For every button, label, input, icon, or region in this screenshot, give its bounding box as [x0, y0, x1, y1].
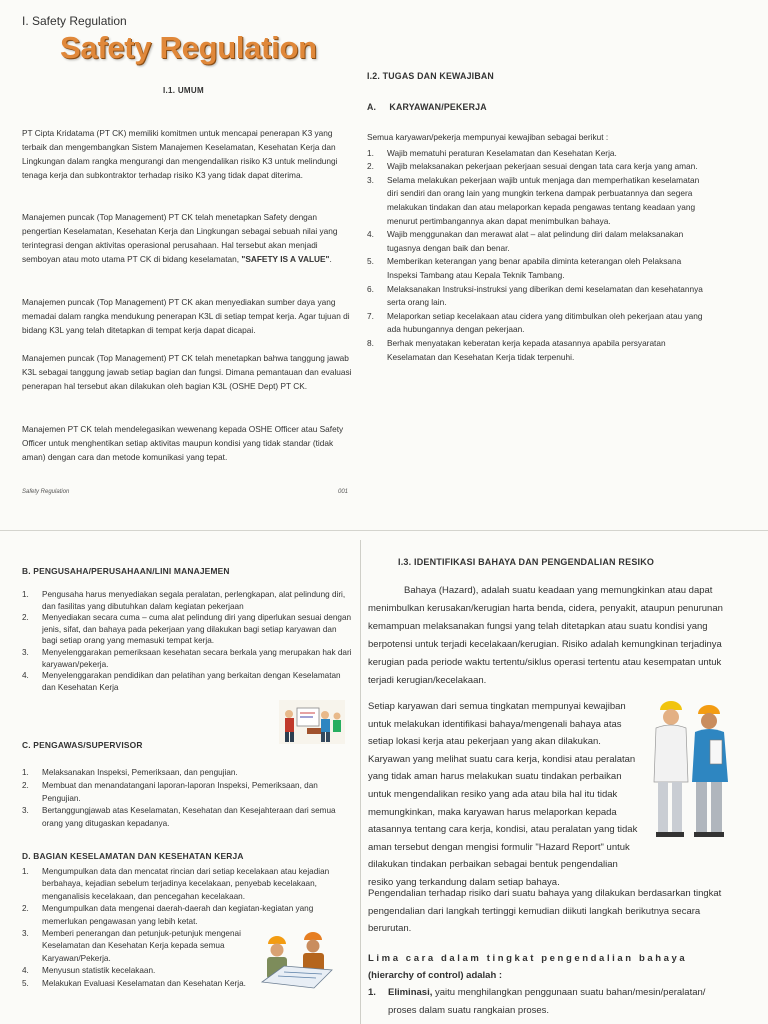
- list-item: [367, 174, 712, 228]
- k3-heading: D. BAGIAN KESELAMATAN DAN KESEHATAN KERJA: [22, 851, 244, 861]
- list-item: [22, 780, 352, 806]
- list-number: 3.: [367, 174, 374, 185]
- hierarchy-item-1: [368, 984, 734, 1020]
- identifikasi-heading: I.3. IDENTIFIKASI BAHAYA DAN PENGENDALIAN RESIKO: [398, 557, 655, 567]
- list-text: Menyediakan secara cuma – cuma alat pelindung diri yang diperlukan sesuai dengan jenis, sifat, dan bahaya pada pekerjaan yang dilakukan bagi setiap karyawan dan bagi setiap orang yang memasuki tempat kerja.: [42, 613, 352, 646]
- list-number: 6.: [367, 283, 374, 294]
- list-item: [367, 255, 712, 282]
- list-item: [22, 903, 352, 928]
- hierarchy-item-1-text: [388, 984, 734, 1020]
- list-item: [22, 978, 252, 990]
- list-number: 5.: [367, 256, 374, 267]
- umum-paragraph-3: Manajemen puncak (Top Management) PT CK akan menyediakan sumber daya yang memadai dalam rangka mendukung penerapan K3L di setiap tempat kerja. Agar tujuan di bidang K3L yang telah ditetapkan di tempat kerja dapat dicapai.: [22, 297, 350, 335]
- list-text: Wajib menggunakan dan merawat alat – alat pelindung diri dalam melaksanakan tugasnya dengan baik dan benar.: [387, 229, 684, 253]
- tugas-heading: I.2. TUGAS DAN KEWAJIBAN: [367, 71, 494, 81]
- list-text: Wajib melaksanakan pekerjaan pekerjaan sesuai dengan tata cara kerja yang aman.: [387, 161, 698, 172]
- list-item: [22, 670, 352, 693]
- list-number: 2.: [22, 780, 29, 790]
- umum-heading: I.1. UMUM: [163, 86, 204, 95]
- umum-paragraph-5: Manajemen PT CK telah mendelegasikan wewenang kepada OSHE Officer atau Safety Officer untuk menghentikan setiap aktivitas maupun kondisi yang tidak standar (tidak aman) dengan cara dan metode komunikasi yang tepat.: [22, 424, 344, 462]
- list-text: Berhak menyatakan keberatan kerja kepada atasannya apabila persyaratan Keselamatan dan Kesehatan Kerja tidak terpenuhi.: [387, 337, 666, 362]
- list-item: [22, 647, 352, 670]
- pengawas-list: [22, 767, 352, 831]
- list-text: Melaksanakan Instruksi-instruksi yang diberikan demi keselamatan dan kesehatannya serta orang lain.: [387, 283, 703, 308]
- list-number: 1.: [368, 987, 376, 998]
- page-divider-horizontal: [0, 530, 768, 531]
- list-number: 1.: [22, 590, 29, 599]
- umum-paragraph-4: Manajemen puncak (Top Management) PT CK telah menetapkan bahwa tanggung jawab K3L sebagai tanggung jawab setiap bagian dan fungsi. Dimana pemantauan dan evaluasi penerapan hal tersebut akan dilakukan oleh bagian K3L (OSHE Dept) PT CK.: [22, 353, 352, 391]
- list-item: [367, 337, 712, 364]
- karyawan-intro: [367, 131, 712, 145]
- list-number: 2.: [22, 904, 29, 914]
- list-text: Menyusun statistik kecelakaan.: [42, 966, 156, 976]
- list-text: Memberi penerangan dan petunjuk-petunjuk mengenai Keselamatan dan Kesehatan Kerja kepada semua Karyawan/Pekerja.: [42, 929, 241, 963]
- motto-text: "SAFETY IS A VALUE": [241, 254, 330, 264]
- list-text: Bertanggungjawab atas Keselamatan, Kesehatan dan Kesejahteraan dari semua orang yang ditugaskan kepadanya.: [42, 806, 336, 829]
- identifikasi-paragraph-1: Bahaya (Hazard), adalah suatu keadaan yang memungkinkan atau dapat menimbulkan kerusakan/kerugian harta benda, cidera, penyakit, ataupun penurunan kemampuan melaksanakan fungsi yang telah ditetapkan atau suatu kondisi yang berpotensi untuk terjadi kecelakaan/kerugian. Risiko adalah kemungkinan terjadinya kerugian pada periode waktu tertentu/siklus operasi tertentu atau kesempatan untuk terjadi kerugian/kecelakaan.: [368, 585, 723, 686]
- section-label: I. Safety Regulation: [22, 14, 127, 28]
- umum-paragraph-2: [22, 210, 352, 266]
- motto-period: .: [329, 254, 332, 264]
- identifikasi-paragraph-2: Setiap karyawan dari semua tingkatan mempunyai kewajiban untuk melakukan identifikasi bahaya/mengenali bahaya atas setiap lokasi kerja atau pekerjaan yang akan dilakukan. Karyawan yang melihat suatu cara kerja, kondisi atau peralatan yang tidak aman harus melakukan suatu tindakan perbaikan untuk mengendalikan resiko yang ada atau bila hal itu tidak memungkinkan, maka karyawan harus melaporkan kepada atasannya tentang cara kerja, kondisi, atau peralatan yang tidak aman tersebut dengan mengisi formulir "Hazard Report" untuk dilakukan tindakan perbaikan sebagai bentuk pengendalian resiko yang terkandung dalam setiap bahaya.: [368, 701, 638, 888]
- workers-blueprint-illustration: [254, 926, 342, 992]
- list-number: 2.: [22, 613, 29, 623]
- list-number: 8.: [367, 337, 374, 348]
- identifikasi-paragraph-4: Lima cara dalam tingkat pengendalian bahaya: [368, 953, 688, 964]
- list-text: Menyelenggarakan pendidikan dan pelatihan yang berkaitan dengan Keselamatan dan Kesehatan Kerja: [42, 671, 341, 692]
- list-text: Membuat dan menandatangani laporan-laporan Inspeksi, Pemeriksaan, dan Pengujian.: [42, 780, 318, 803]
- list-number: 1.: [367, 147, 374, 158]
- page-divider-vertical: [360, 540, 361, 1024]
- list-number: 5.: [22, 978, 29, 988]
- list-text: Wajib mematuhi peraturan Keselamatan dan Kesehatan Kerja.: [387, 147, 617, 158]
- list-number: 7.: [367, 310, 374, 321]
- list-item: [367, 310, 712, 337]
- hierarchy-item-1-description: yaitu menghilangkan penggunaan suatu bahan/mesin/peralatan/ proses dalam suatu rangkaian proses.: [388, 987, 706, 1016]
- umum-paragraph-1: PT Cipta Kridatama (PT CK) memiliki komitmen untuk mencapai penerapan K3 yang terbaik dan mengembangkan Sistem Manajemen Keselamatan, Kesehatan Kerja dan Lingkungan dalam rangka mengurangi dan mengendalikan risiko K3 untuk melindungi tenaga kerja dan subkontraktor terhadap risiko K3 yang tidak dapat diterima.: [22, 128, 338, 180]
- list-item: [22, 767, 352, 780]
- pengusaha-heading: B. PENGUSAHA/PERUSAHAAN/LINI MANAJEMEN: [22, 566, 230, 576]
- list-number: 4.: [367, 229, 374, 240]
- karyawan-heading: A. KARYAWAN/PEKERJA: [367, 102, 487, 112]
- umum-paragraph-2-text: Manajemen puncak (Top Management) PT CK telah menetapkan Safety dengan pengertian Keselamatan, Kesehatan Kerja dan Lingkungan sebagai sebuah nilai yang terintegrasi dengan aktivitas operasional perusahaan. Hal tersebut akan menjadi semboyan atau moto utama PT CK di bidang keselamatan,: [22, 212, 338, 264]
- list-item: [367, 228, 712, 255]
- list-text: Menyelenggarakan pemeriksaan kesehatan secara berkala yang merupakan hak dari karyawan/pekerja.: [42, 647, 352, 669]
- list-item: [22, 805, 352, 831]
- identifikasi-paragraph-4b: (hierarchy of control) adalah :: [368, 970, 503, 981]
- list-text: Selama melakukan pekerjaan wajib untuk menjaga dan memperhatikan keselamatan diri sendiri dan orang lain yang mungkin terkena dampak perbuatannya dan segera melakukan tindakan dan atau melaporkan kepada pengawas tentang keadaan yang menurut pertimbangannya akan dapat menimbulkan bahaya.: [387, 174, 700, 226]
- list-item: [22, 612, 352, 647]
- list-item: [22, 866, 352, 903]
- list-number: 3.: [22, 647, 29, 657]
- identifikasi-paragraph-3: Pengendalian terhadap risiko dari suatu bahaya yang dilakukan berdasarkan tingkat pengendalian dari langkah tertinggi kemudian diikuti langkah berikutnya secara berurutan.: [368, 888, 722, 935]
- list-text: Pengusaha harus menyediakan segala peralatan, perlengkapan, alat pelindung diri, dan fasilitas yang dibutuhkan dalam kegiatan pekerjaan: [42, 590, 346, 611]
- list-text: Memberikan keterangan yang benar apabila diminta keterangan oleh Pelaksana Inspeksi Tambang atau Kepala Teknik Tambang.: [387, 256, 682, 280]
- list-number: 3.: [22, 806, 29, 816]
- list-text: Melakukan Evaluasi Keselamatan dan Kesehatan Kerja.: [42, 978, 246, 988]
- hierarchy-item-1-title: Eliminasi,: [388, 987, 433, 998]
- list-number: 2.: [367, 161, 374, 172]
- list-item: [367, 160, 712, 174]
- karyawan-intro-text: Semua karyawan/pekerja mempunyai kewajiban sebagai berikut :: [367, 132, 609, 142]
- list-number: 4.: [22, 966, 29, 976]
- footer-left: Safety Regulation: [22, 489, 70, 495]
- meeting-illustration: [277, 698, 347, 746]
- list-item: [367, 147, 712, 161]
- list-number: 1.: [22, 768, 29, 777]
- list-number: 3.: [22, 929, 29, 939]
- engineers-illustration: [648, 696, 738, 844]
- karyawan-list: [367, 131, 712, 364]
- list-item: [22, 928, 252, 965]
- list-item: [22, 589, 352, 612]
- list-text: Mengumpulkan data mengenai daerah-daerah dan kegiatan-kegiatan yang memerlukan pengawasan yang lebih ketat.: [42, 904, 314, 926]
- pengawas-heading: C. PENGAWAS/SUPERVISOR: [22, 740, 143, 750]
- page-title: Safety Regulation: [60, 30, 317, 65]
- list-text: Mengumpulkan data dan mencatat rincian dari setiap kecelakaan atau kejadian berbahaya, kejadian sebelum terjadinya kecelakaan, penyebab kecelakaan, menganalisis kecelakaan, dan pencegahan kecelakaan.: [42, 867, 330, 901]
- list-number: 4.: [22, 671, 29, 681]
- list-item: [367, 283, 712, 310]
- list-text: Melaksanakan Inspeksi, Pemeriksaan, dan pengujian.: [42, 768, 238, 777]
- list-text: Melaporkan setiap kecelakaan atau cidera yang ditimbulkan oleh pekerjaan atau yang ada hubungannya dengan pekerjaan.: [387, 310, 703, 335]
- list-number: 1.: [22, 867, 29, 876]
- footer-page-number: 001: [338, 489, 349, 495]
- pengusaha-list: [22, 589, 352, 693]
